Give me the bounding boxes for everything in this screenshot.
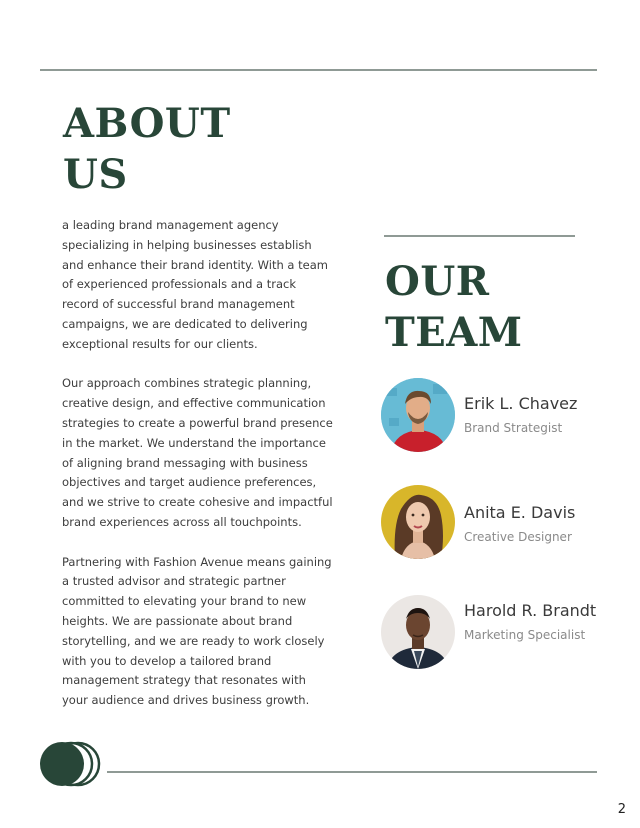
about-title <box>63 98 263 200</box>
member-name: Harold R. Brandt <box>464 601 597 620</box>
member-photo-erik <box>381 378 455 452</box>
about-title-line2: US <box>63 151 128 198</box>
member-info <box>464 393 604 436</box>
member-role: Brand Strategist <box>464 421 563 435</box>
about-paragraph: a leading brand management agency specializing in helping businesses establish and enhance their brand identity. With a team of experienced professionals and a track record of successful brand management campaigns, we are dedicated to delivering exceptional results for our clients. <box>62 218 328 351</box>
about-body <box>62 216 334 731</box>
member-photo-harold <box>381 595 455 669</box>
about-paragraph: Our approach combines strategic planning, creative design, and effective communication strategies to create a powerful brand presence in the market. We understand the importance of aligning brand messaging with business objectives and target audience preferences, and we strive to create cohesive and impactful brand experiences across all touchpoints. <box>62 376 333 529</box>
page-number: 2 <box>617 802 626 817</box>
top-divider <box>40 69 597 71</box>
bottom-divider <box>107 771 597 773</box>
member-role: Marketing Specialist <box>464 628 586 642</box>
member-name: Anita E. Davis <box>464 503 576 522</box>
team-divider <box>384 235 575 237</box>
about-title-line1: ABOUT <box>63 100 231 147</box>
member-role: Creative Designer <box>464 530 572 544</box>
member-name: Erik L. Chavez <box>464 394 578 413</box>
team-title-line1: OUR <box>385 258 490 305</box>
team-title-line2: TEAM <box>385 309 523 356</box>
member-photo-anita <box>381 485 455 559</box>
about-paragraph: Partnering with Fashion Avenue means gaining a trusted advisor and strategic partner committed to elevating your brand to new heights. We are passionate about brand storytelling, and we are ready to work closely with you to develop a tailored brand management strategy that resonates with your audience and drives business growth. <box>62 554 332 708</box>
decorative-circles-icon <box>40 741 104 787</box>
team-title <box>385 256 585 358</box>
member-info <box>464 502 604 545</box>
member-info <box>464 600 604 643</box>
